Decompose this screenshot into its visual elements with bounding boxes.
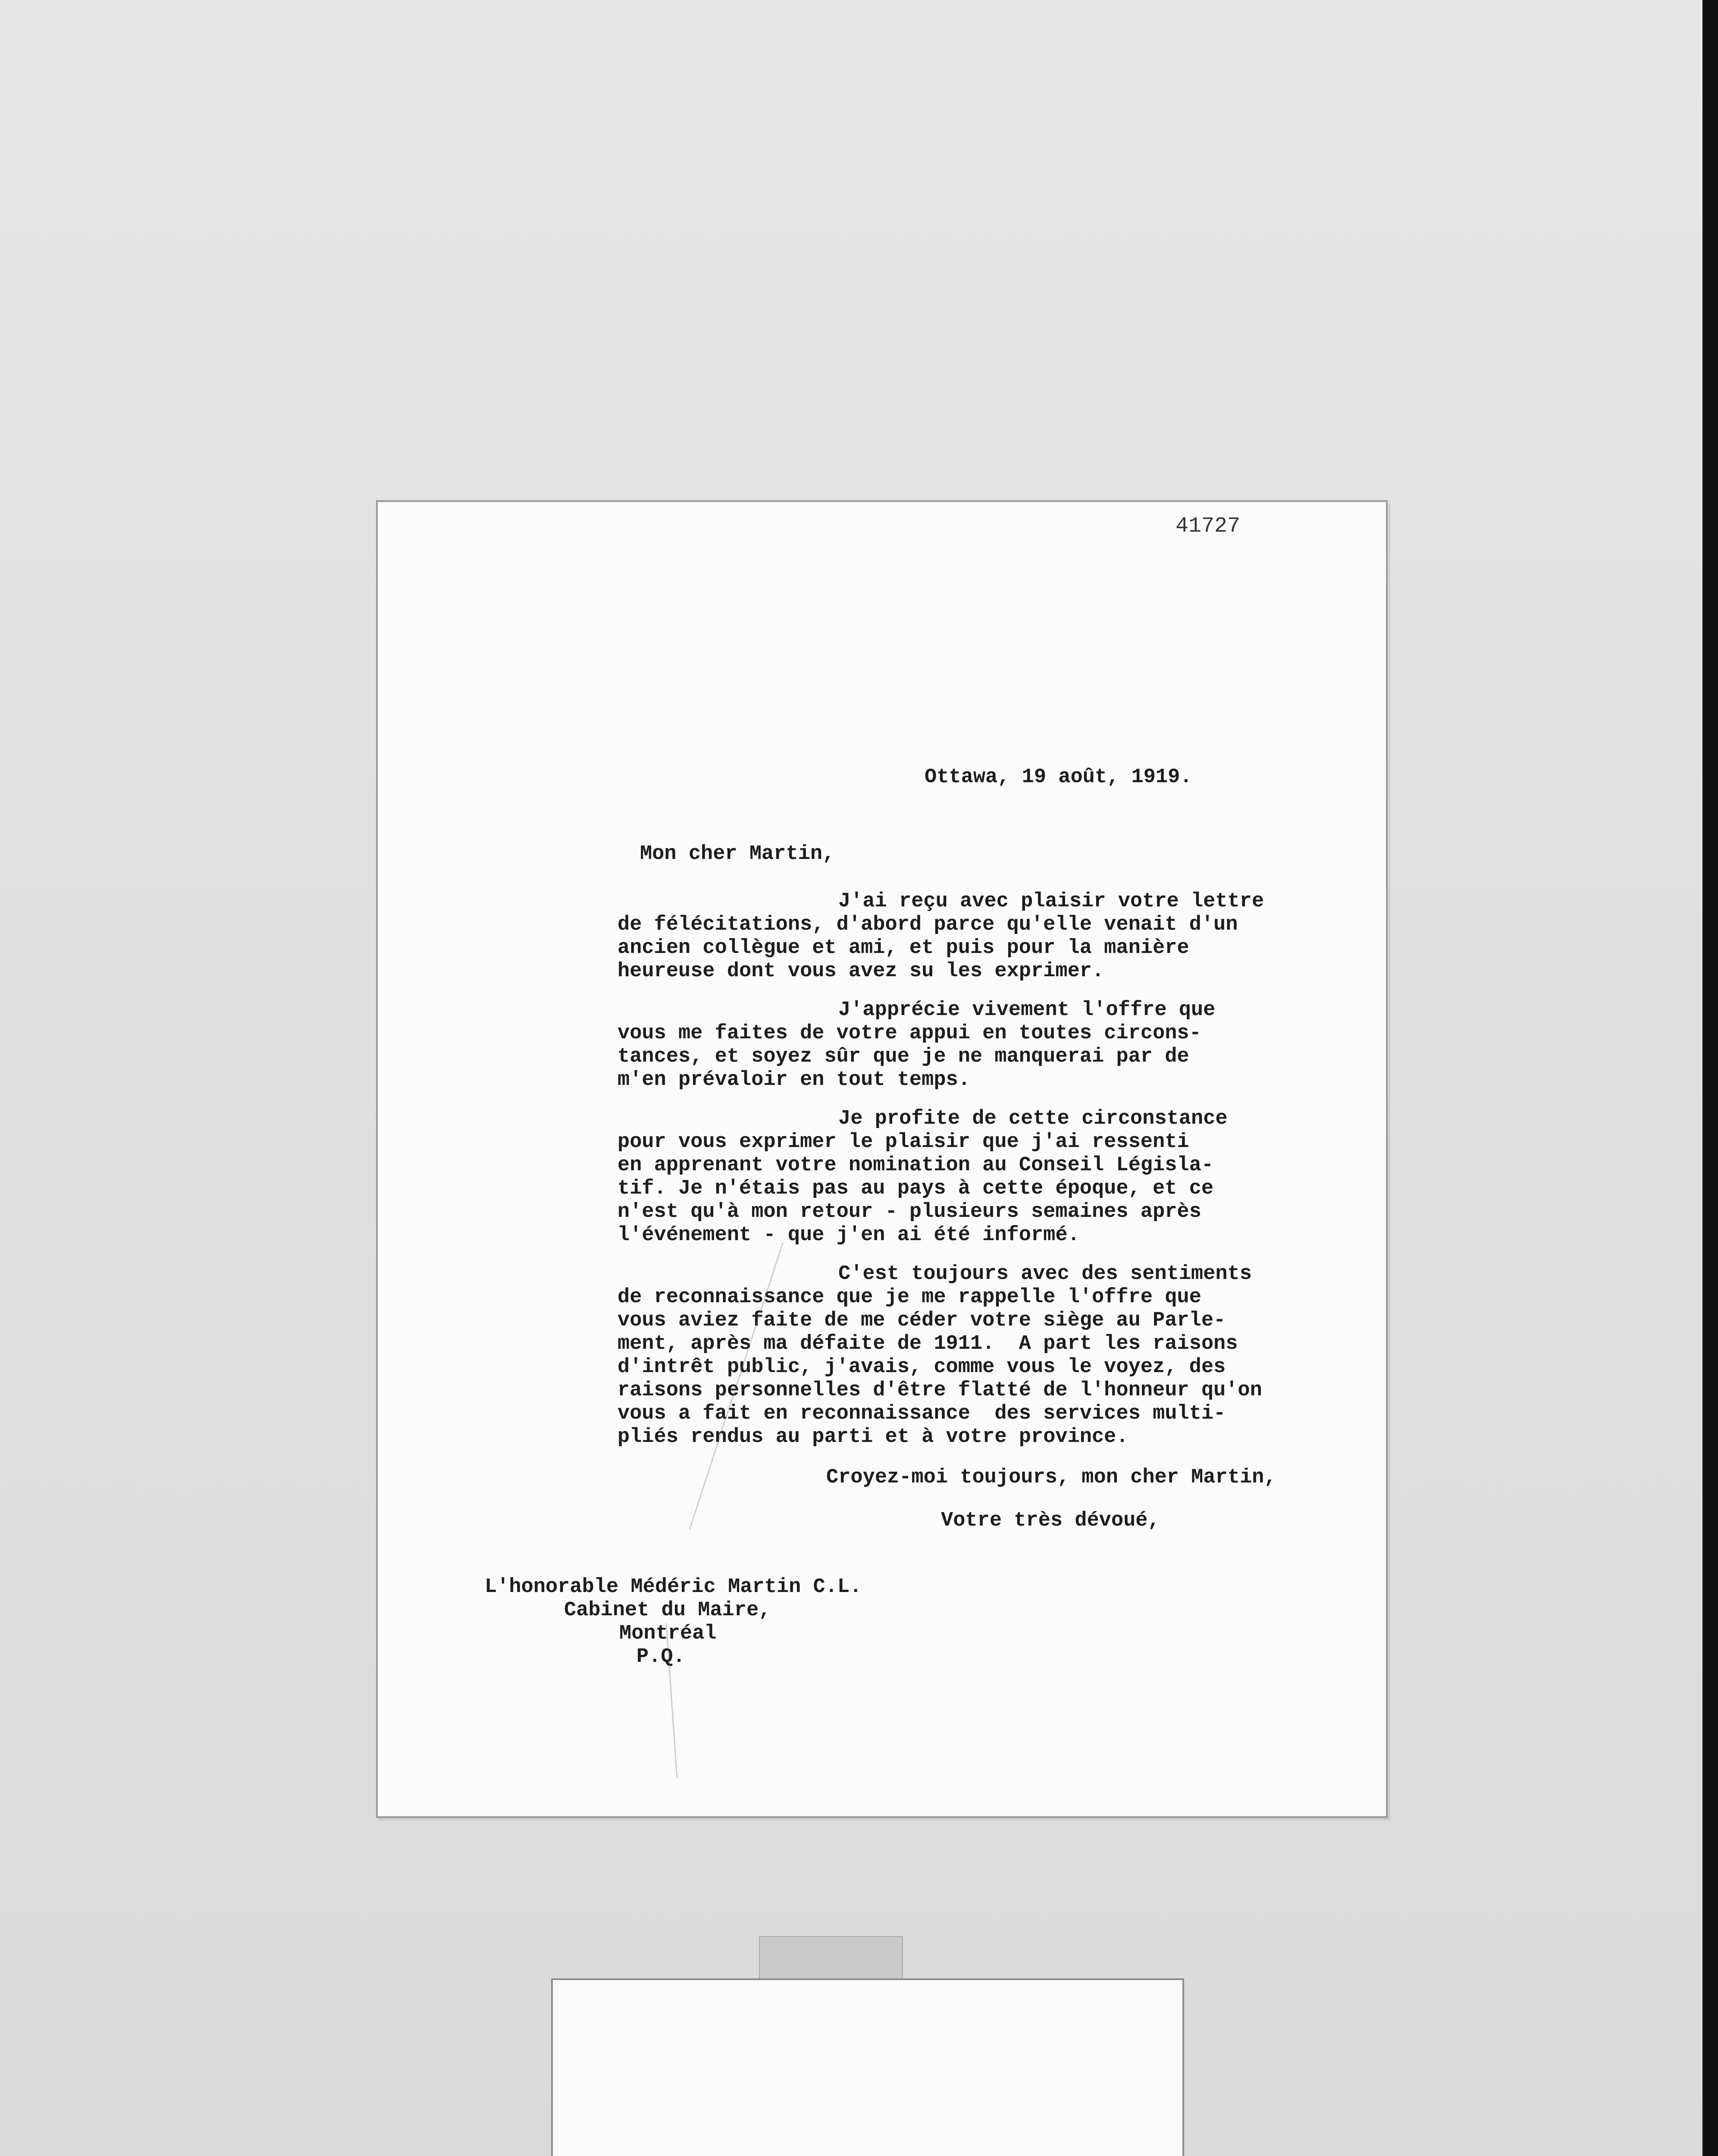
closing-signoff: Votre très dévoué, — [941, 1509, 1160, 1532]
address-line: Cabinet du Maire, — [564, 1599, 771, 1622]
body-line: d'intrêt public, j'avais, comme vous le voyez, des — [618, 1356, 1226, 1379]
body-line: vous aviez faite de me céder votre siège au Parle- — [618, 1309, 1226, 1332]
collection-label-card — [551, 1978, 1184, 2156]
body-line: tances, et soyez sûr que je ne manquerai par de — [618, 1045, 1189, 1068]
body-line: ment, après ma défaite de 1911. A part les raisons — [618, 1332, 1238, 1355]
body-line: J'apprécie vivement l'offre que — [838, 999, 1216, 1022]
letter-page — [376, 500, 1388, 1818]
body-line: m'en prévaloir en tout temps. — [618, 1069, 970, 1091]
document-number: 41727 — [1176, 514, 1241, 539]
body-line: C'est toujours avec des sentiments — [838, 1263, 1252, 1285]
body-line: heureuse dont vous avez su les exprimer. — [618, 960, 1104, 983]
salutation: Mon cher Martin, — [640, 843, 835, 865]
body-line: de reconnaissance que je me rappelle l'offre que — [618, 1286, 1201, 1309]
address-line: P.Q. — [636, 1645, 685, 1668]
body-line: vous a fait en reconnaissance des services multi- — [618, 1402, 1226, 1425]
body-line: raisons personnelles d'être flatté de l'honneur qu'on — [618, 1379, 1262, 1402]
body-line: J'ai reçu avec plaisir votre lettre — [838, 890, 1264, 913]
body-line: l'événement - que j'en ai été informé. — [618, 1224, 1080, 1247]
body-line: pliés rendus au parti et à votre province. — [618, 1426, 1129, 1448]
body-line: en apprenant votre nomination au Conseil Législa- — [618, 1154, 1214, 1177]
body-line: n'est qu'à mon retour - plusieurs semaines après — [618, 1200, 1201, 1223]
body-line: vous me faites de votre appui en toutes circons- — [618, 1022, 1201, 1045]
date-line: Ottawa, 19 août, 1919. — [925, 766, 1192, 789]
address-line: Montréal — [619, 1622, 717, 1645]
address-line: L'honorable Médéric Martin C.L. — [485, 1576, 862, 1598]
closing-line: Croyez-moi toujours, mon cher Martin, — [826, 1466, 1276, 1489]
body-line: pour vous exprimer le plaisir que j'ai ressenti — [618, 1131, 1189, 1153]
body-line: Je profite de cette circonstance — [838, 1107, 1228, 1130]
film-edge — [1702, 0, 1718, 2156]
body-line: de félécitations, d'abord parce qu'elle venait d'un — [618, 913, 1238, 936]
body-line: tif. Je n'étais pas au pays à cette époque, et ce — [618, 1177, 1214, 1200]
body-line: ancien collègue et ami, et puis pour la manière — [618, 937, 1189, 959]
